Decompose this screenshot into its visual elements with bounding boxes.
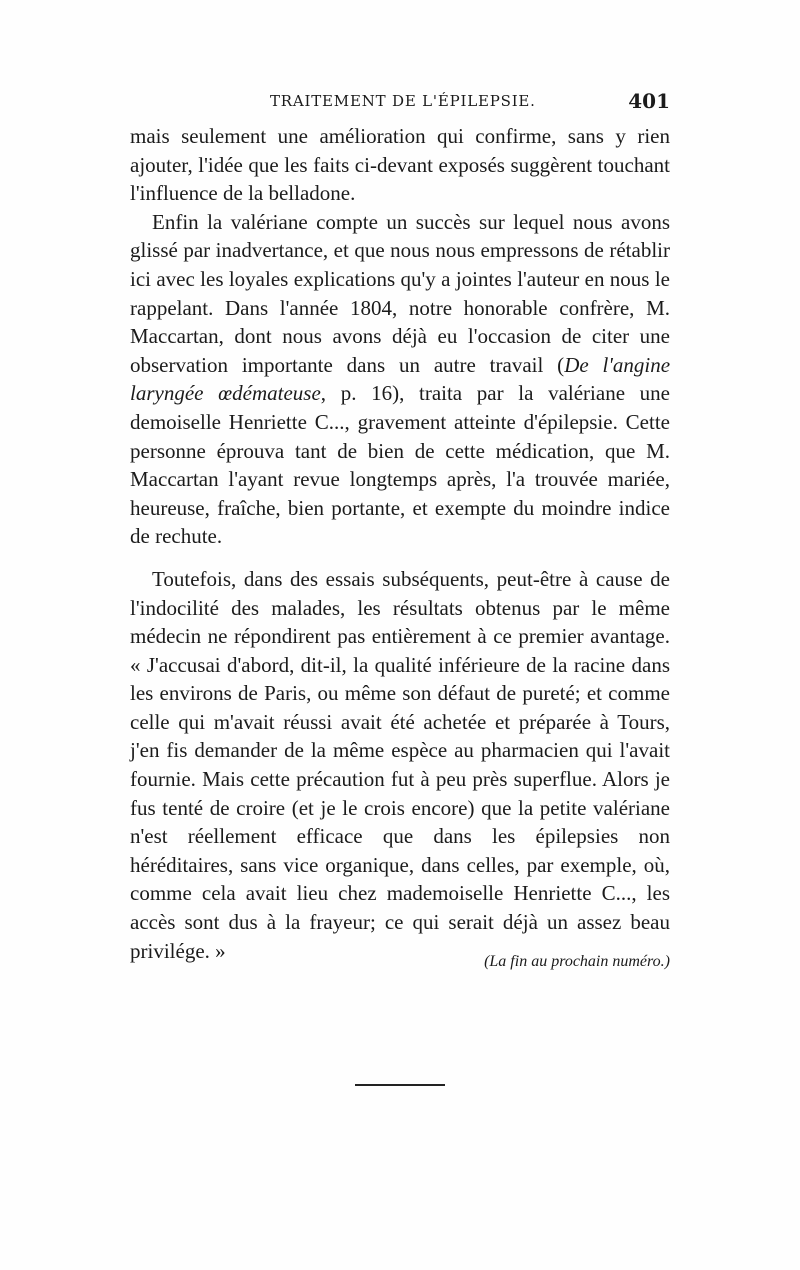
page-number: 401 [628,89,670,113]
continuation-note: (La fin au prochain numéro.) [484,953,670,970]
paragraph-3: Toutefois, dans des essais subséquents, peut-être à cause de l'indocilité des malades, les résultats obtenus par le même médecin ne répondirent pas entièrement à ce premier avantage. « J'accusai d'abord, dit-il, la qualité inférieure de la racine dans les environs de Paris, ou même son défaut de pureté; et comme celle qui m'avait réussi avait été achetée et préparée à Tours, j'en fis demander de la même espèce au pharmacien qui l'avait fournie. Mais cette précaution fut à peu près superflue. Alors je fus tenté de croire (et je le crois encore) que la petite valériane n'est réellement efficace que dans les épilepsies non héréditaires, sans vice organique, dans celles, par exemple, où, comme cela avait lieu chez mademoiselle Henriette C..., les accès sont dus à la frayeur; ce qui serait déjà un assez beau privilége. » [130,566,670,963]
paragraph-2-text-b: , p. 16), traita par la valériane une demoiselle Henriette C..., gravement atteinte d'épilepsie. Cette personne éprouva tant de bien de cette médication, que M. Maccartan l'ayant revue longtemps après, l'a trouvée mariée, heureuse, fraîche, bien portante, et exempte du moindre indice de rechute. [130,381,670,549]
paragraph-2-text-a: Enfin la valériane compte un succès sur lequel nous avons glissé par inadvertance, et que nous nous empressons de rétablir ici avec les loyales explications qu'y a jointes l'auteur en nous le rappelant. Dans l'année 1804, notre honorable confrère, M. Maccartan, dont nous avons déjà eu l'occasion de citer une observation importante dans un autre travail ( [130,209,670,377]
paragraph-1: mais seulement une amélioration qui confirme, sans y rien ajouter, l'idée que les faits ci-devant exposés suggèrent touchant l'influence de la belladone. [130,124,670,206]
end-rule-divider [355,1084,445,1086]
body-text [130,122,670,965]
running-header [130,89,670,118]
running-title: TRAITEMENT DE L'ÉPILEPSIE. [270,92,536,110]
paragraph-2 [130,208,670,551]
paragraph-2-italic-title: De l'angine laryngée œdémateuse [130,352,671,406]
